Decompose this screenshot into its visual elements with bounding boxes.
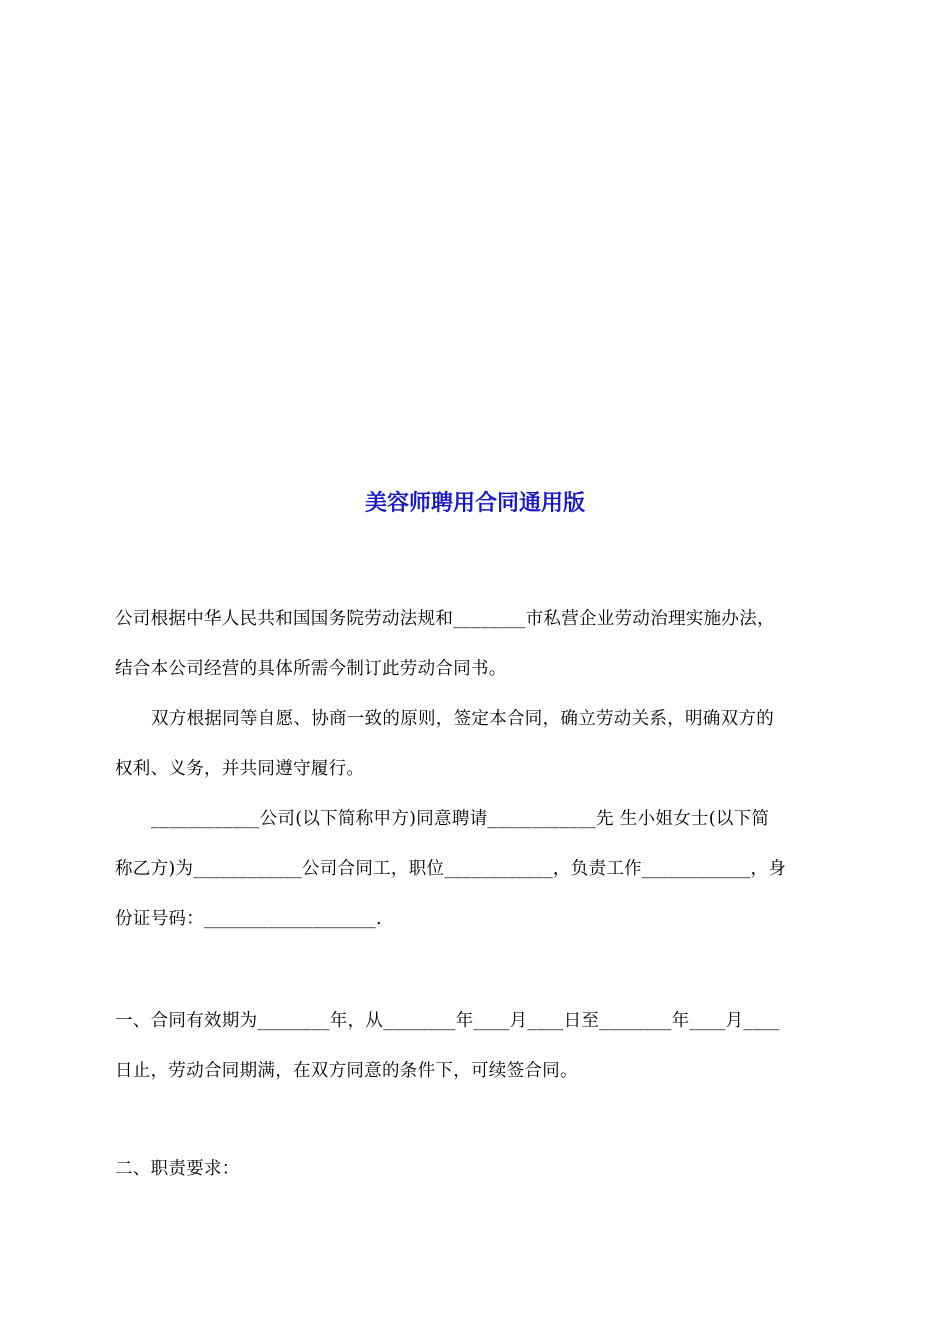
paragraph-line: 结合本公司经营的具体所需今制订此劳动合同书。 [115,659,507,679]
document-title: 美容师聘用合同通用版 [364,491,585,516]
section-contract-term [115,996,845,1096]
paragraph-line: 二、职责要求： [115,1159,240,1179]
paragraph-line: 双方根据同等自愿、协商一致的原则，签定本合同，确立劳动关系，明确双方的 [151,709,774,729]
paragraph-line: 一、合同有效期为________年，从________年____月____日至________年____月____ [115,1011,780,1031]
section-duties-heading [115,1144,845,1194]
paragraph-line: 日止，劳动合同期满，在双方同意的条件下，可续签合同。 [115,1061,578,1081]
paragraph-employment-details [115,794,845,944]
paragraph-line: 公司根据中华人民共和国国务院劳动法规和________市私营企业劳动治理实施办法， [115,609,775,629]
paragraph-principles [115,694,845,794]
paragraph-line: ____________公司(以下简称甲方)同意聘请____________先 生小姐女士(以下简 [151,809,770,829]
paragraph-line: 权利、义务，并共同遵守履行。 [115,759,365,779]
paragraph-line: 称乙方)为____________公司合同工，职位____________，负责工作____________，身 [115,859,787,879]
paragraph-legal-basis [115,594,845,694]
paragraph-line: 份证号码：___________________. [115,909,382,929]
